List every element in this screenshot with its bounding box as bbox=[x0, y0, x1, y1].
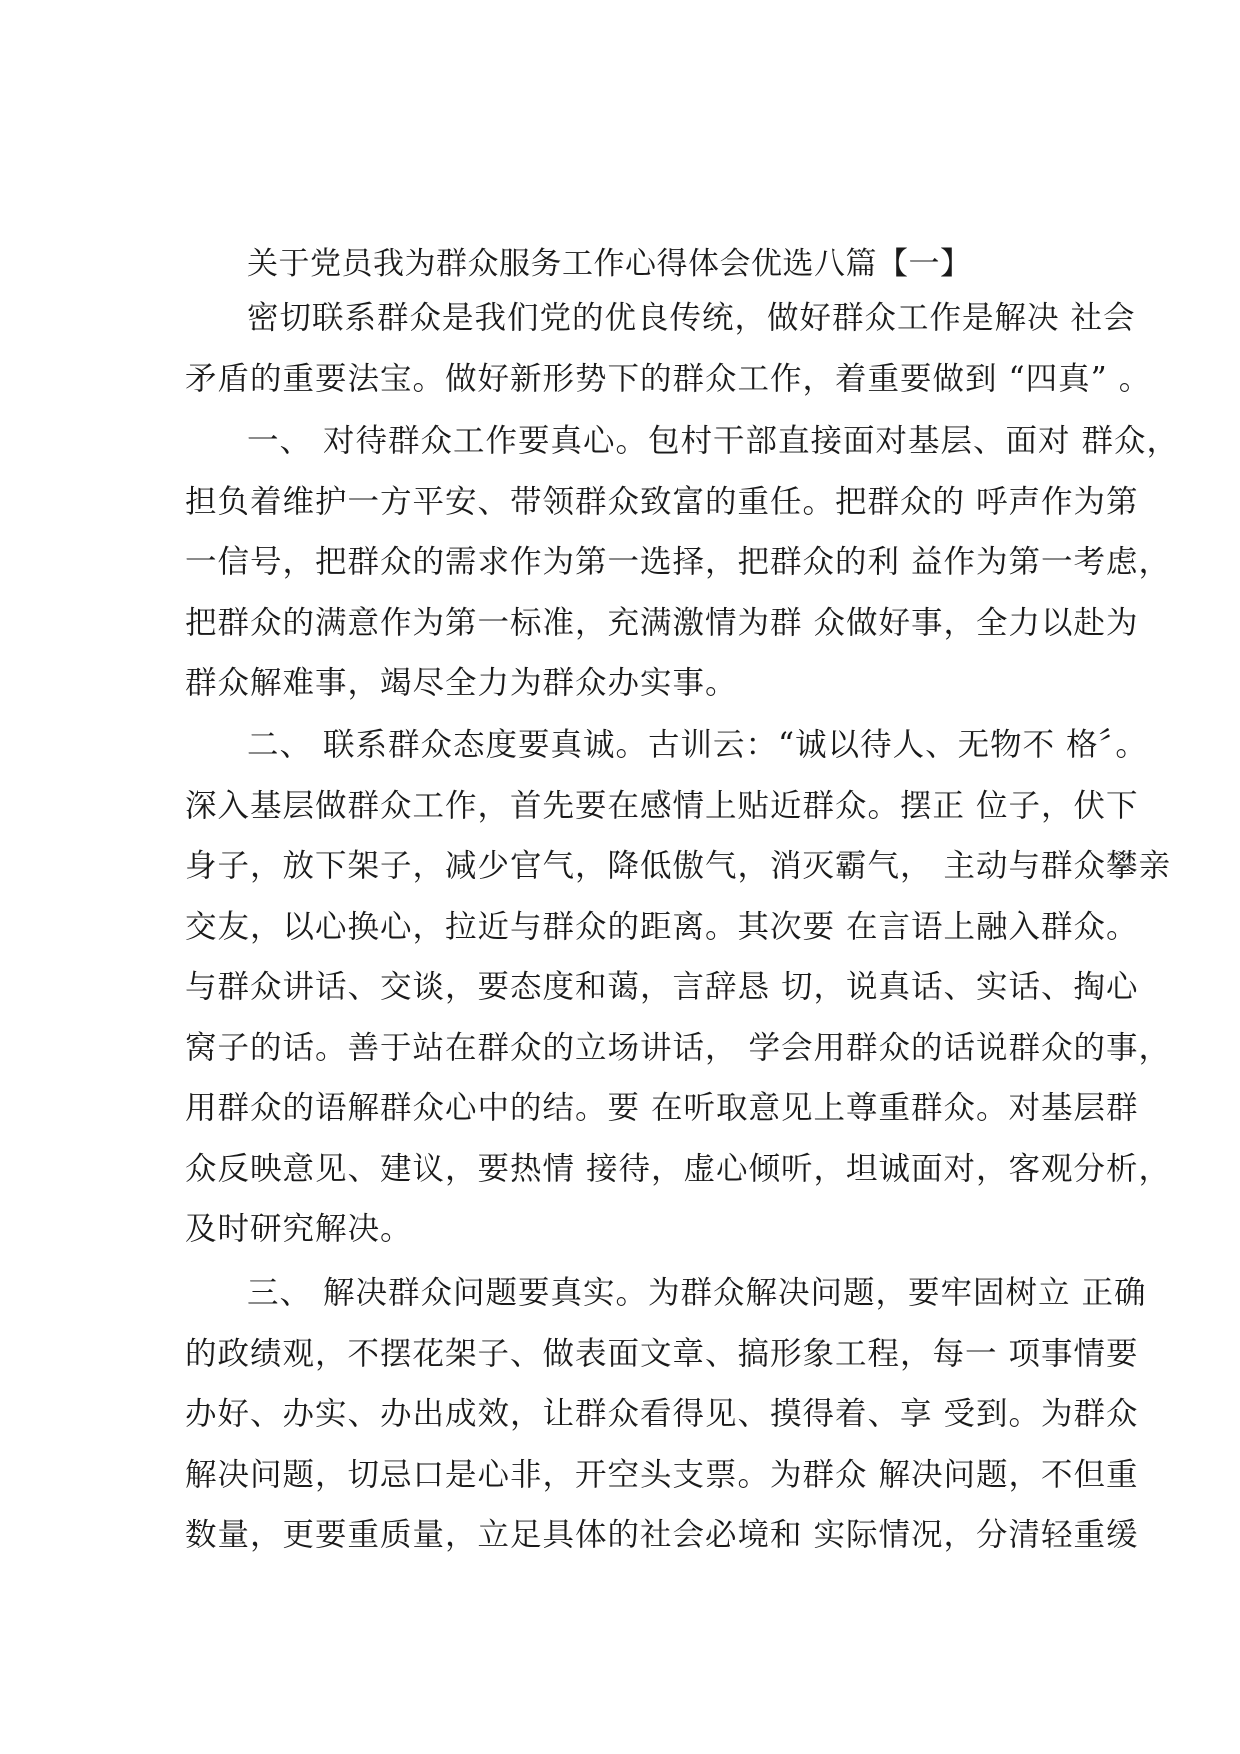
document-title: 关于党员我为群众服务工作心得体会优选八篇【一】 bbox=[247, 246, 972, 282]
paragraph-section-2 bbox=[185, 715, 1172, 1260]
text-line: 群众解难事，竭尽全力为群众办实事。 bbox=[185, 665, 738, 701]
text-line: 办好、办实、办出成效，让群众看得见、摸得着、享 受到。为群众 bbox=[185, 1396, 1139, 1432]
paragraph-intro bbox=[185, 288, 1152, 409]
paragraph-section-3 bbox=[185, 1263, 1147, 1566]
text-line: 深入基层做群众工作，首先要在感情上贴近群众。摆正 位子，伏下 bbox=[185, 787, 1139, 824]
text-line: 用群众的语解群众心中的结。要 在听取意见上尊重群众。对基层群 bbox=[185, 1090, 1139, 1126]
text-line: 身子，放下架子，减少官气，降低傲气，消灭霸气， 主动与群众攀亲 bbox=[185, 848, 1172, 884]
text-line: 矛盾的重要法宝。做好新形势下的群众工作，着重要做到 “四真” 。 bbox=[185, 360, 1152, 397]
text-line: 及时研究解决。 bbox=[185, 1211, 413, 1247]
text-line: 众反映意见、建议，要热情 接待，虚心倾听，坦诚面对，客观分析， bbox=[185, 1150, 1172, 1187]
text-line: 一、 对待群众工作要真心。包村干部直接面对基层、面对 群众， bbox=[247, 423, 1180, 459]
text-line: 交友，以心换心，拉近与群众的距离。其次要 在言语上融入群众。 bbox=[185, 908, 1139, 945]
text-line: 窝子的话。善于站在群众的立场讲话， 学会用群众的话说群众的事， bbox=[185, 1029, 1172, 1066]
text-line: 密切联系群众是我们党的优良传统，做好群众工作是解决 社会 bbox=[247, 300, 1136, 336]
text-line: 担负着维护一方平安、带领群众致富的重任。把群众的 呼声作为第 bbox=[185, 483, 1139, 520]
text-line: 三、 解决群众问题要真实。为群众解决问题，要牢固树立 正确 bbox=[247, 1275, 1147, 1311]
text-line: 与群众讲话、交谈，要态度和蔼，言辞恳 切，说真话、实话、掏心 bbox=[185, 969, 1139, 1005]
text-line: 数量，更要重质量，立足具体的社会必境和 实际情况，分清轻重缓 bbox=[185, 1517, 1139, 1553]
text-line: 解决问题，切忌口是心非，开空头支票。为群众 解决问题，不但重 bbox=[185, 1456, 1139, 1493]
text-line: 把群众的满意作为第一标准，充满激情为群 众做好事，全力以赴为 bbox=[185, 604, 1139, 641]
text-line: 的政绩观，不摆花架子、做表面文章、搞形象工程，每一 项事情要 bbox=[185, 1335, 1139, 1372]
text-line: 一信号，把群众的需求作为第一选择，把群众的利 益作为第一考虑， bbox=[185, 544, 1172, 580]
paragraph-section-1 bbox=[185, 411, 1180, 714]
text-line: 二、 联系群众态度要真诚。古训云：“诚以待人、无物不 格〞。 bbox=[247, 727, 1148, 763]
